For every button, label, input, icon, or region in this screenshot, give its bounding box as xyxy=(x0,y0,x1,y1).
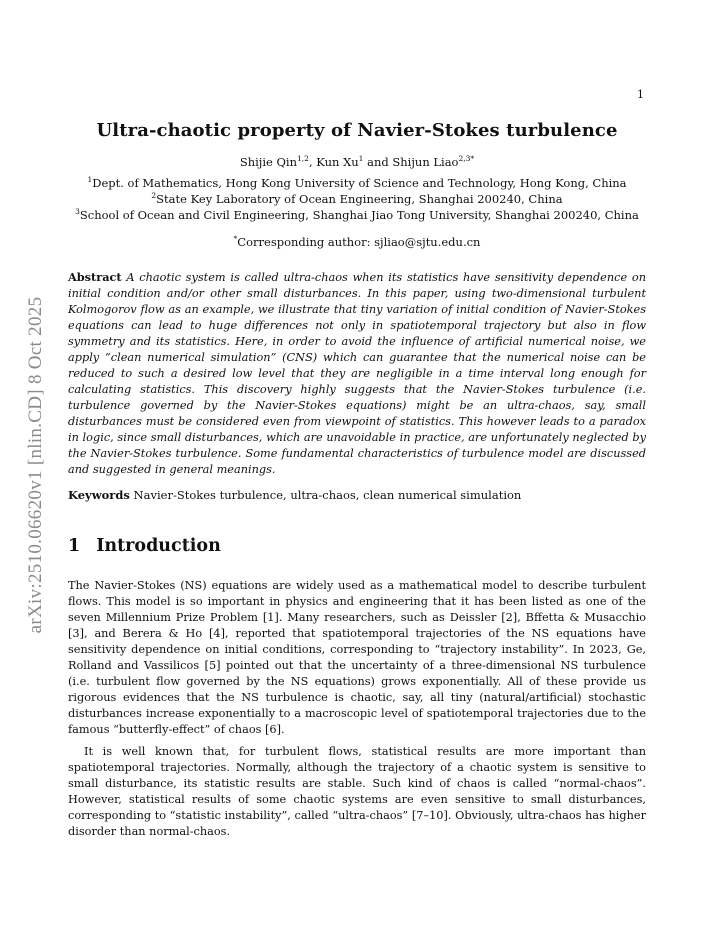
affiliation-line xyxy=(68,207,646,223)
affiliation-text: Dept. of Mathematics, Hong Kong University of Science and Technology, Hong Kong, China xyxy=(92,176,627,190)
affiliation-text: School of Ocean and Civil Engineering, Shanghai Jiao Tong University, Shanghai 200240, China xyxy=(79,208,639,222)
corresponding-text: Corresponding author: sjliao@sjtu.edu.cn xyxy=(237,235,481,249)
body-paragraph: The Navier-Stokes (NS) equations are widely used as a mathematical model to describe turbulent flows. This model is so important in physics and engineering that it has been listed as one of the seven Millennium Prize Problem [1]. Many researchers, such as Deissler [2], Bffetta & Musacchio [3], and Berera & Ho [4], reported that spatiotemporal trajectories of the NS equations have sensitivity dependence on initial conditions, corresponding to “trajectory instability”. In 2023, Ge, Rolland and Vassilicos [5] pointed out that the uncertainty of a three-dimensional NS turbulence (i.e. turbulent flow governed by the NS equations) grows exponentially. All of these provide us rigorous evidences that the NS turbulence is chaotic, say, all tiny (natural/artificial) stochastic disturbances increase exponentially to a macroscopic level of spatiotemporal trajectories due to the famous “butterfly-effect” of chaos [6]. xyxy=(68,579,646,736)
keywords-label: Keywords xyxy=(68,488,130,502)
page-number: 1 xyxy=(637,88,644,101)
corresponding-mark: * xyxy=(233,234,238,244)
section-number: 1 xyxy=(68,536,81,556)
abstract xyxy=(68,269,646,478)
author-name: Kun Xu xyxy=(316,155,359,169)
author-list xyxy=(68,155,646,169)
author-name: Shijie Qin xyxy=(239,155,298,169)
author-separator: and xyxy=(363,155,393,169)
abstract-text: A chaotic system is called ultra-chaos when its statistics have sensitivity dependence on initial condition and/or other small disturbances. In this paper, using two-dimensional turbulent Kolmogorov flow as an example, we illustrate that tiny variation of initial condition of Navier-Stokes equations can lead to huge differences not only in spatiotemporal trajectory but also in flow symmetry and its statistics. Here, in order to avoid the influence of artificial numerical noise, we apply “clean numerical simulation” (CNS) which can guarantee that the numerical noise can be reduced to such a desired low level that they are negligible in a time interval long enough for calculating statistics. This discovery highly suggests that the Navier-Stokes turbulence (i.e. turbulence governed by the Navier-Stokes equations) might be an ultra-chaos, say, small disturbances must be considered even from viewpoint of statistics. This however leads to a paradox in logic, since small disturbances, which are unavoidable in practice, are unfortunately neglected by the Navier-Stokes turbulence. Some fundamental characteristics of turbulence model are discussed and suggested in general meanings. xyxy=(68,271,646,476)
arxiv-identifier-stamp: arXiv:2510.06620v1 [nlin.CD] 8 Oct 2025 xyxy=(25,296,46,634)
affiliation-line xyxy=(68,191,646,207)
affiliation-mark: 1 xyxy=(87,175,93,185)
keywords-text: Navier-Stokes turbulence, ultra-chaos, clean numerical simulation xyxy=(133,488,522,502)
author-separator: , xyxy=(308,155,317,169)
author-affiliation-mark: 1,2 xyxy=(297,154,309,164)
paper-title: Ultra-chaotic property of Navier-Stokes turbulence xyxy=(96,120,618,141)
affiliation-mark: 2 xyxy=(151,191,157,201)
abstract-label: Abstract xyxy=(68,270,122,284)
affiliation-list xyxy=(68,175,646,223)
affiliation-text: State Key Laboratory of Ocean Engineering, Shanghai 200240, China xyxy=(156,192,563,206)
author-affiliation-mark: 2,3* xyxy=(458,154,475,164)
affiliation-line xyxy=(68,175,646,191)
body-paragraph: It is well known that, for turbulent flows, statistical results are more important than spatiotemporal trajectories. Normally, although the trajectory of a chaotic system is sensitive to small disturbance, its statistic results are stable. Such kind of chaos is called “normal-chaos”. However, statistical results of some chaotic systems are even sensitive to small disturbances, corresponding to “statistic instability”, called “ultra-chaos” [7–10]. Obviously, ultra-chaos has higher disorder than normal-chaos. xyxy=(68,745,646,838)
section-heading xyxy=(68,536,646,556)
affiliation-mark: 3 xyxy=(75,207,80,217)
corresponding-author xyxy=(68,235,646,249)
keywords xyxy=(68,488,646,502)
author-name: Shijun Liao xyxy=(392,155,459,169)
author-affiliation-mark: 1 xyxy=(358,154,364,164)
section-title: Introduction xyxy=(96,536,221,556)
paper-content xyxy=(68,120,646,840)
